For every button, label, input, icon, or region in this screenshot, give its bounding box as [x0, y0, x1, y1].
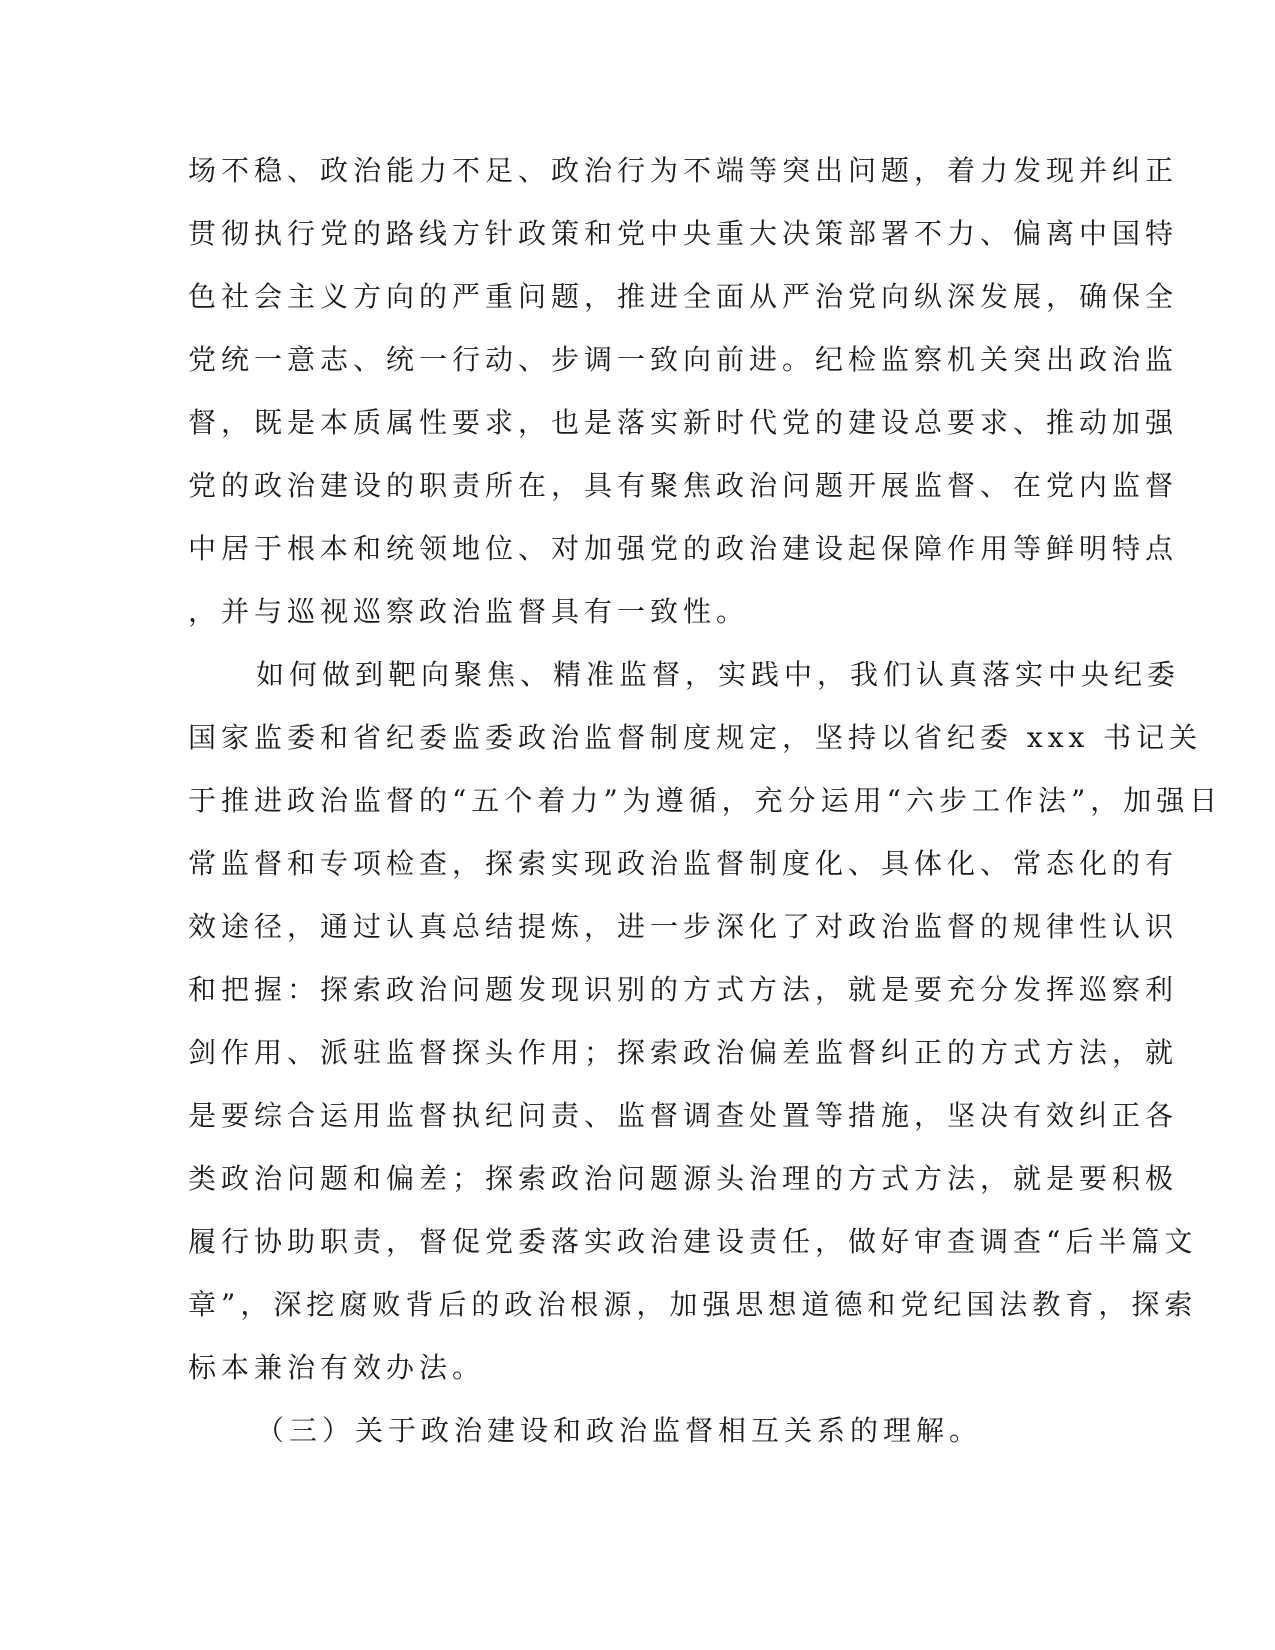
text-line: 党统一意志、统一行动、步调一致向前进。纪检监察机关突出政治监	[188, 343, 1179, 376]
text-line: 剑作用、派驻监督探头作用；探索政治偏差监督纠正的方式方法，就	[188, 1036, 1179, 1069]
text-line: ，并与巡视巡察政治监督具有一致性。	[188, 595, 750, 628]
text-line: 章”，深挖腐败背后的政治根源，加强思想道德和党纪国法教育，探索	[188, 1288, 1198, 1321]
text-line: 是要综合运用监督执纪问责、监督调查处置等措施，坚决有效纠正各	[188, 1099, 1179, 1132]
text-line: 贯彻执行党的路线方针政策和党中央重大决策部署不力、偏离中国特	[188, 217, 1179, 250]
paragraph-first-line: 如何做到靶向聚焦、精准监督，实践中，我们认真落实中央纪委	[256, 658, 1181, 691]
text-line: 中居于根本和统领地位、对加强党的政治建设起保障作用等鲜明特点	[188, 532, 1179, 565]
text-line: 常监督和专项检查，探索实现政治监督制度化、具体化、常态化的有	[188, 847, 1179, 880]
text-line: 督，既是本质属性要求，也是落实新时代党的建设总要求、推动加强	[188, 406, 1179, 439]
text-line: 和把握：探索政治问题发现识别的方式方法，就是要充分发挥巡察利	[188, 973, 1179, 1006]
text-line: 类政治问题和偏差；探索政治问题源头治理的方式方法，就是要积极	[188, 1162, 1179, 1195]
text-line: 党的政治建设的职责所在，具有聚焦政治问题开展监督、在党内监督	[188, 469, 1179, 502]
text-line: 效途径，通过认真总结提炼，进一步深化了对政治监督的规律性认识	[188, 910, 1179, 943]
text-line: 国家监委和省纪委监委政治监督制度规定，坚持以省纪委 xxx 书记关	[188, 721, 1203, 754]
text-line: 履行协助职责，督促党委落实政治建设责任，做好审查调查“后半篇文	[188, 1225, 1198, 1258]
text-line: 色社会主义方向的严重问题，推进全面从严治党向纵深发展，确保全	[188, 280, 1179, 313]
text-line: 于推进政治监督的“五个着力”为遵循，充分运用“六步工作法”，加强日	[188, 784, 1223, 817]
text-line: 标本兼治有效办法。	[188, 1351, 486, 1384]
text-line: 场不稳、政治能力不足、政治行为不端等突出问题，着力发现并纠正	[188, 154, 1179, 187]
section-heading: （三）关于政治建设和政治监督相互关系的理解。	[256, 1414, 983, 1447]
